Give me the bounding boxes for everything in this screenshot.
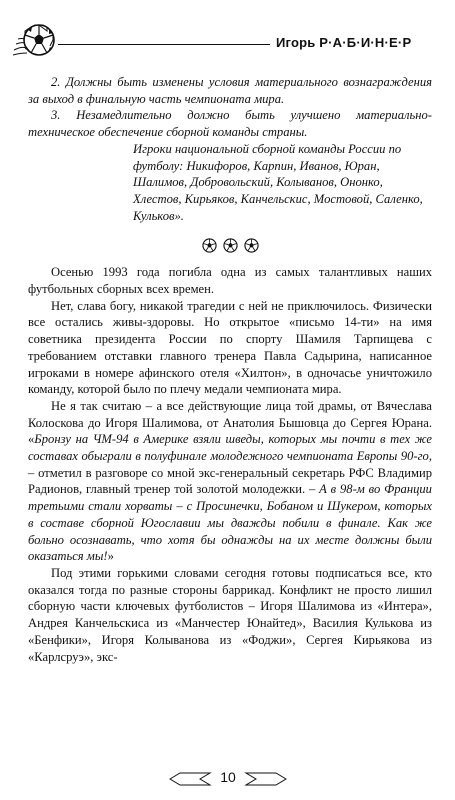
soccer-ball-icon: [202, 238, 217, 253]
section-divider: [28, 228, 432, 262]
page-body: [28, 74, 432, 665]
quote-close: »: [107, 549, 114, 564]
paragraph-2: Нет, слава богу, никакой трагедии с ней не приключилось. Физически все остались живы-здоровы. Но открытое «письмо 14-ти» на имя советника президента России по спорту Шамиля Тарпищева с требованием отставки главного тренера Павла Садырина, написанное игроками в номере афинского отеля «Хилтон», в одночасье уничтожило команду, которой было по плечу медали чемпионата мира.: [28, 298, 432, 397]
letter-signature: Игроки национальной сборной команды России по футболу: Никифоров, Карпин, Иванов, Юран, Шалимов, Добровольский, Колыванов, Ононко, Хлестов, Кирьяков, Канчельскис, Мостовой, Саленко, Кульков».: [133, 141, 423, 223]
header-rule: [58, 44, 270, 45]
paragraph-1: Осенью 1993 года погибла одна из самых талантливых наших футбольных сборных всех времен.: [28, 265, 432, 297]
soccer-ball-icon: [223, 238, 238, 253]
paragraph-3-text: Не я так считаю – а все действующие лица той драмы, от Вячеслава Колоскова до Игоря Шалимова, от Анатолия Бышовца до Сергея Юрана. «: [28, 398, 432, 447]
soccer-ball-icon: [12, 20, 56, 60]
left-diamond-ornament: [168, 772, 214, 786]
soccer-ball-icon: [244, 238, 259, 253]
paragraph-3-text: , – отметил в разговоре со мной экс-генеральный секретарь РФС Владимир Радионов, главный тренер той золотой молодежки. –: [28, 449, 432, 497]
page-footer: [0, 766, 455, 792]
quote-italic: Бронзу на ЧМ-94 в Америке взяли шведы, которых мы почти в тех же составах обыграли в полуфинале молодежного чемпионата Европы 90-го: [28, 432, 432, 464]
page-number: 10: [220, 769, 236, 785]
list-item-3: 3. Незамедлительно должно быть улучшено материально-техническое обеспечение сборной команды страны.: [28, 108, 432, 140]
paragraph-3: [28, 398, 432, 565]
paragraph-4: Под этими горькими словами сегодня готовы подписаться все, кто оказался тогда по разные стороны баррикад. Конфликт не просто лишил сборную части ключевых футболистов – Игоря Шалимова из «Интера», Андрея Канчельскиса из «Манчестер Юнайтед», Василия Кулькова из «Бенфики», Игоря Колыванова из «Фоджи», Сергея Кирьякова из «Карлсруэ», экс-: [28, 565, 432, 664]
right-diamond-ornament: [242, 772, 288, 786]
page-header: [0, 18, 455, 66]
list-item-2: 2. Должны быть изменены условия материального вознаграждения за выход в финальную часть чемпионата мира.: [28, 75, 432, 106]
quote-italic: А в 98-м во Франции третьими стали хорваты – с Просинечки, Бобаном и Шукером, которых в составе сборной Югославии мы дважды побили в финале. Как же больно осознавать, что хотя бы однажды на их месте должны были оказаться мы!: [28, 482, 432, 564]
running-title: Игорь Р·А·Б·И·Н·Е·Р: [276, 35, 412, 50]
